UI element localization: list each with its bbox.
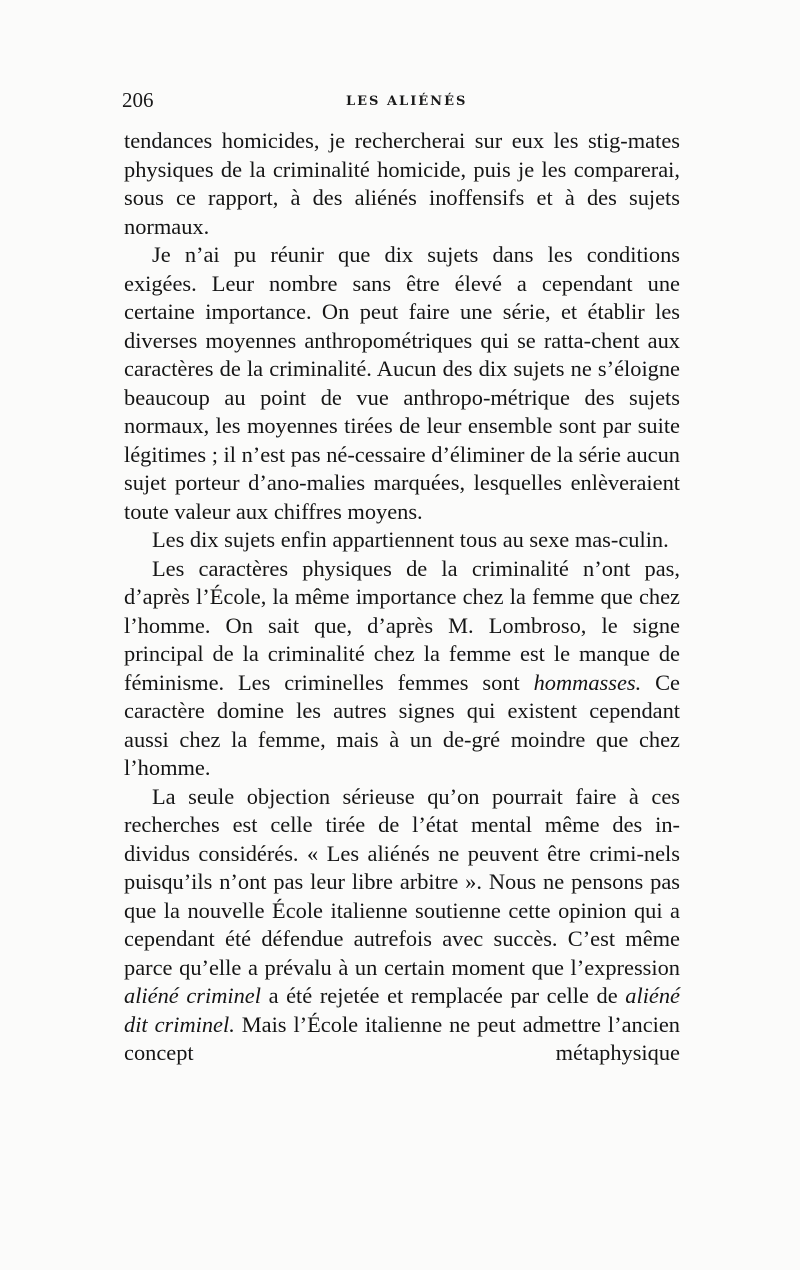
paragraph-5-text-c: Mais l’École italienne ne peut admettre l’ancien concept métaphysique bbox=[124, 1011, 680, 1065]
paragraph-1 bbox=[124, 127, 680, 241]
paragraph-4-text-b: Ce caractère domine les autres signes qui existent cependant aussi chez la femme, mais à un de-gré moindre que chez l’homme. bbox=[124, 669, 680, 780]
paragraph-5 bbox=[124, 783, 680, 1068]
paragraph-5-text-a: La seule objection sérieuse qu’on pourrait faire à ces recherches est celle tirée de l’état mental même des in-dividus considérés. « Les aliénés ne peuvent être crimi-nels puisqu’ils n’ont pas leur libre arbitre ». Nous ne pensons pas que la nouvelle École italienne soutienne cette opinion qui a cependant été défendue autrefois avec succès. C’est même parce qu’elle a prévalu à un certain moment que l’expression bbox=[124, 783, 680, 980]
page-number: 206 bbox=[122, 88, 154, 112]
body-text bbox=[124, 127, 680, 1068]
running-head bbox=[122, 88, 682, 118]
italic-term-aliene-dit-criminel: aliéné dit criminel. bbox=[124, 983, 680, 1037]
paragraph-5-text-b: a été rejetée et remplacée par celle de bbox=[260, 983, 626, 1008]
paragraph-1-text: tendances homicides, je rechercherai sur eux les stig-mates physiques de la criminalité homicide, puis je les comparerai, sous ce rapport, à des aliénés inoffensifs et à des sujets normaux. bbox=[124, 128, 680, 239]
running-title: LES ALIÉNÉS bbox=[346, 94, 468, 109]
paragraph-4 bbox=[124, 555, 680, 783]
paragraph-4-text-a: Les caractères physiques de la criminalité n’ont pas, d’après l’École, la même importance chez la femme que chez l’homme. On sait que, d’après M. Lombroso, le signe principal de la criminalité chez la femme est le manque de féminisme. Les criminelles femmes sont bbox=[124, 555, 680, 695]
paragraph-2-text: Je n’ai pu réunir que dix sujets dans les conditions exigées. Leur nombre sans être élevé a cependant une certaine importance. On peut faire une série, et établir les diverses moyennes anthropométriques qui se ratta-chent aux caractères de la criminalité. Aucun des dix sujets ne s’éloigne beaucoup au point de vue anthropo-métrique des sujets normaux, les moyennes tirées de leur ensemble sont par suite légitimes ; il n’est pas né-cessaire d’éliminer de la série aucun sujet porteur d’ano-malies marquées, lesquelles enlèveraient toute valeur aux chiffres moyens. bbox=[124, 242, 680, 524]
italic-term-hommasses: hommasses. bbox=[533, 669, 642, 695]
italic-term-aliene-criminel: aliéné criminel bbox=[124, 983, 261, 1008]
paragraph-3-text: Les dix sujets enfin appartiennent tous au sexe mas-culin. bbox=[152, 527, 669, 552]
paragraph-2 bbox=[124, 241, 680, 526]
paragraph-3 bbox=[124, 526, 680, 555]
